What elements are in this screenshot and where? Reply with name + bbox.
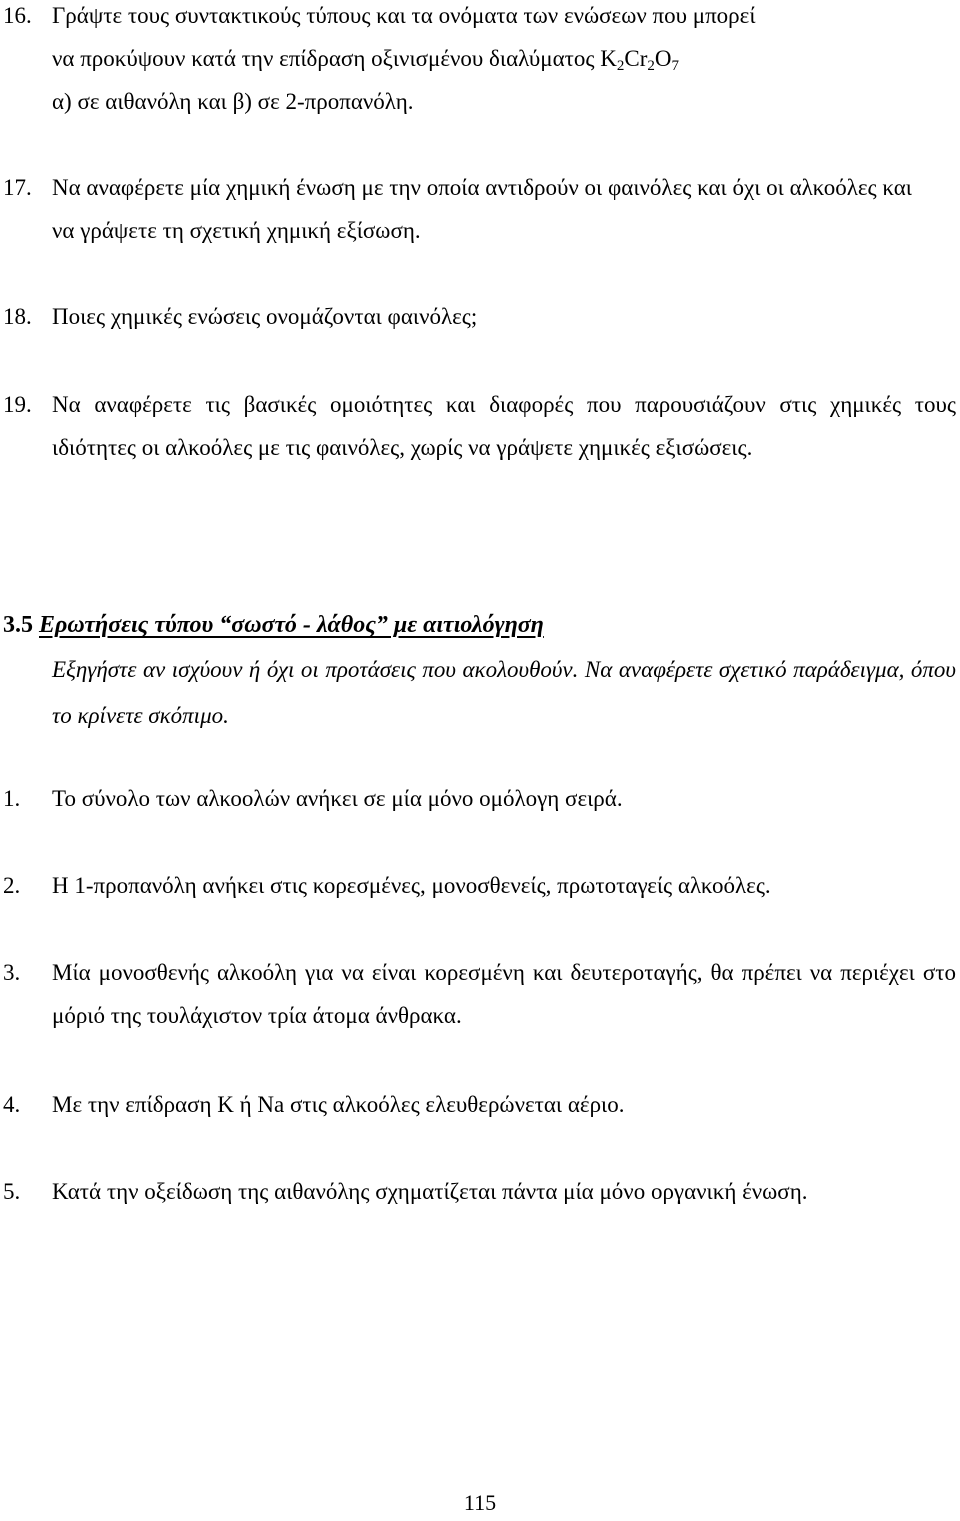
statement-text: Μία μονοσθενής αλκοόλη για να είναι κορεσμένη και δευτεροταγής, θα πρέπει να περιέχει στο μόριό της τουλάχιστον τρία άτομα άνθρακα. <box>52 960 956 1028</box>
statement-5 <box>0 1170 956 1213</box>
statement-text: Με την επίδραση K ή Na στις αλκοόλες ελευθερώνεται αέριο. <box>52 1092 625 1117</box>
question-number: 16. <box>3 3 32 28</box>
statement-number: 2. <box>3 873 21 898</box>
section-heading <box>3 603 544 647</box>
question-17 <box>0 166 956 252</box>
question-line: α) σε αιθανόλη και β) σε 2-προπανόλη. <box>52 89 414 114</box>
question-number: 19. <box>3 392 32 417</box>
question-18 <box>0 295 956 338</box>
statement-number: 3. <box>3 960 21 985</box>
text-part: να προκύψουν κατά την επίδραση οξινισμένου διαλύματος K <box>52 46 617 71</box>
statement-number: 5. <box>3 1179 21 1204</box>
subscript: 2 <box>647 58 655 74</box>
question-text: Να αναφέρετε τις βασικές ομοιότητες και διαφορές που παρουσιάζουν στις χημικές τους ιδιότητες οι αλκοόλες με τις φαινόλες, χωρίς να γράψετε χημικές εξισώσεις. <box>52 392 956 460</box>
subscript: 2 <box>616 58 625 74</box>
question-text <box>52 0 956 123</box>
text-part: Cr <box>624 46 648 71</box>
statement-2 <box>0 864 956 907</box>
subscript: 7 <box>671 58 679 74</box>
page-number: 115 <box>463 1490 497 1515</box>
question-16 <box>0 0 956 123</box>
statement-1 <box>0 777 956 820</box>
question-text: Να αναφέρετε μία χημική ένωση με την οποία αντιδρούν οι φαινόλες και όχι οι αλκοόλες και να γράψετε τη σχετική χημική εξίσωση. <box>52 175 912 243</box>
section-number: 3.5 <box>3 612 33 638</box>
statement-text: Το σύνολο των αλκοολών ανήκει σε μία μόνο ομόλογη σειρά. <box>52 786 623 811</box>
statement-4 <box>0 1083 956 1126</box>
section-instructions: Εξηγήστε αν ισχύουν ή όχι οι προτάσεις που ακολουθούν. Να αναφέρετε σχετικό παράδειγμα, όπου το κρίνετε σκόπιμο. <box>52 657 956 728</box>
question-19 <box>0 383 956 469</box>
statement-text: Κατά την οξείδωση της αιθανόλης σχηματίζεται πάντα μία μόνο οργανική ένωση. <box>52 1179 808 1204</box>
question-line <box>52 37 956 80</box>
statement-text: Η 1-προπανόλη ανήκει στις κορεσμένες, μονοσθενείς, πρωτοταγείς αλκοόλες. <box>52 873 771 898</box>
question-number: 17. <box>3 175 32 200</box>
question-text: Ποιες χημικές ενώσεις ονομάζονται φαινόλες; <box>52 304 478 329</box>
statement-3 <box>0 951 956 1037</box>
question-line: Γράψτε τους συντακτικούς τύπους και τα ονόματα των ενώσεων που μπορεί <box>52 3 756 28</box>
statement-number: 4. <box>3 1092 21 1117</box>
question-number: 18. <box>3 304 32 329</box>
statement-number: 1. <box>3 786 21 811</box>
section-title: Ερωτήσεις τύπου “σωστό - λάθος” με αιτιολόγηση <box>39 612 544 638</box>
text-part: O <box>654 46 672 71</box>
